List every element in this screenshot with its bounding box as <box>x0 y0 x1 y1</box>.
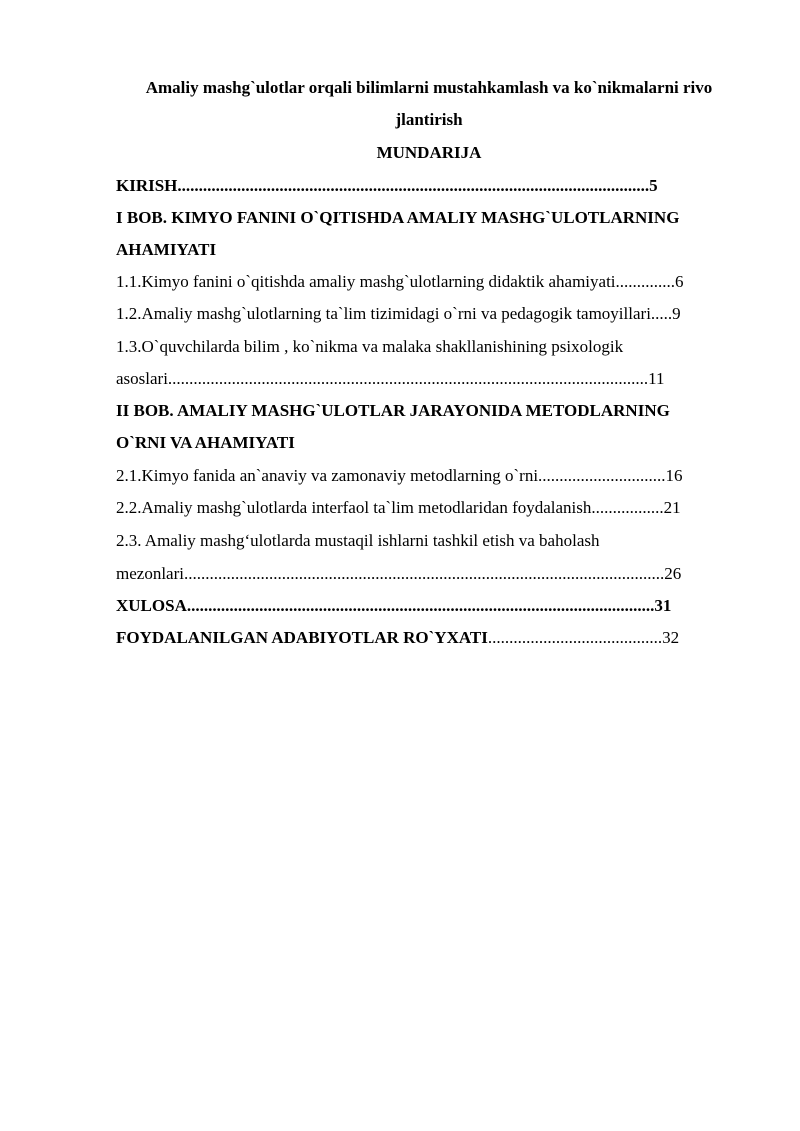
toc-entry-adabiyotlar-title: FOYDALANILGAN ADABIYOTLAR RO`YXATI <box>116 628 488 647</box>
toc-chapter-2-line-2: O`RNI VA AHAMIYATI <box>116 433 295 452</box>
toc-chapter-1-line-2: AHAMIYATI <box>116 240 217 259</box>
toc-entry-kirish: KIRISH...............................................................................................................5 <box>116 176 658 195</box>
toc-entry-2-3-line-1: 2.3. Amaliy mashg‘ulotlarda mustaqil ishlarni tashkil etish va baholash <box>116 531 600 550</box>
document-title-line-1: Amaliy mashg`ulotlar orqali bilimlarni mustahkamlash va ko`nikmalarni rivo <box>145 78 713 97</box>
toc-entry-adabiyotlar-dots: .........................................32 <box>487 628 680 647</box>
toc-entry-1-1: 1.1.Kimyo fanini o`qitishda amaliy mashg`ulotlarning didaktik ahamiyati..............6 <box>116 272 684 291</box>
toc-entry-1-3-line-2: asoslari.................................................................................................................11 <box>116 369 665 388</box>
toc-chapter-2-line-1: II BOB. AMALIY MASHG`ULOTLAR JARAYONIDA METODLARNING <box>116 401 670 420</box>
toc-entry-1-2: 1.2.Amaliy mashg`ulotlarning ta`lim tizimidagi o`rni va pedagogik tamoyillari.....9 <box>116 304 681 323</box>
toc-entry-2-1: 2.1.Kimyo fanida an`anaviy va zamonaviy metodlarning o`rni..............................16 <box>116 466 683 485</box>
toc-entry-2-3-line-2: mezonlari.................................................................................................................26 <box>116 564 682 583</box>
document-title-line-2: jlantirish <box>395 110 463 129</box>
toc-entry-2-2: 2.2.Amaliy mashg`ulotlarda interfaol ta`lim metodlaridan foydalanish.................21 <box>116 498 681 517</box>
toc-entry-xulosa: XULOSA..............................................................................................................31 <box>116 596 672 615</box>
toc-entry-1-3-line-1: 1.3.O`quvchilarda bilim , ko`nikma va malaka shakllanishining psixologik <box>116 337 624 356</box>
toc-entry-adabiyotlar <box>116 628 742 648</box>
toc-heading: MUNDARIJA <box>376 143 482 162</box>
toc-chapter-1-line-1: I BOB. KIMYO FANINI O`QITISHDA AMALIY MASHG`ULOTLARNING <box>116 208 680 227</box>
